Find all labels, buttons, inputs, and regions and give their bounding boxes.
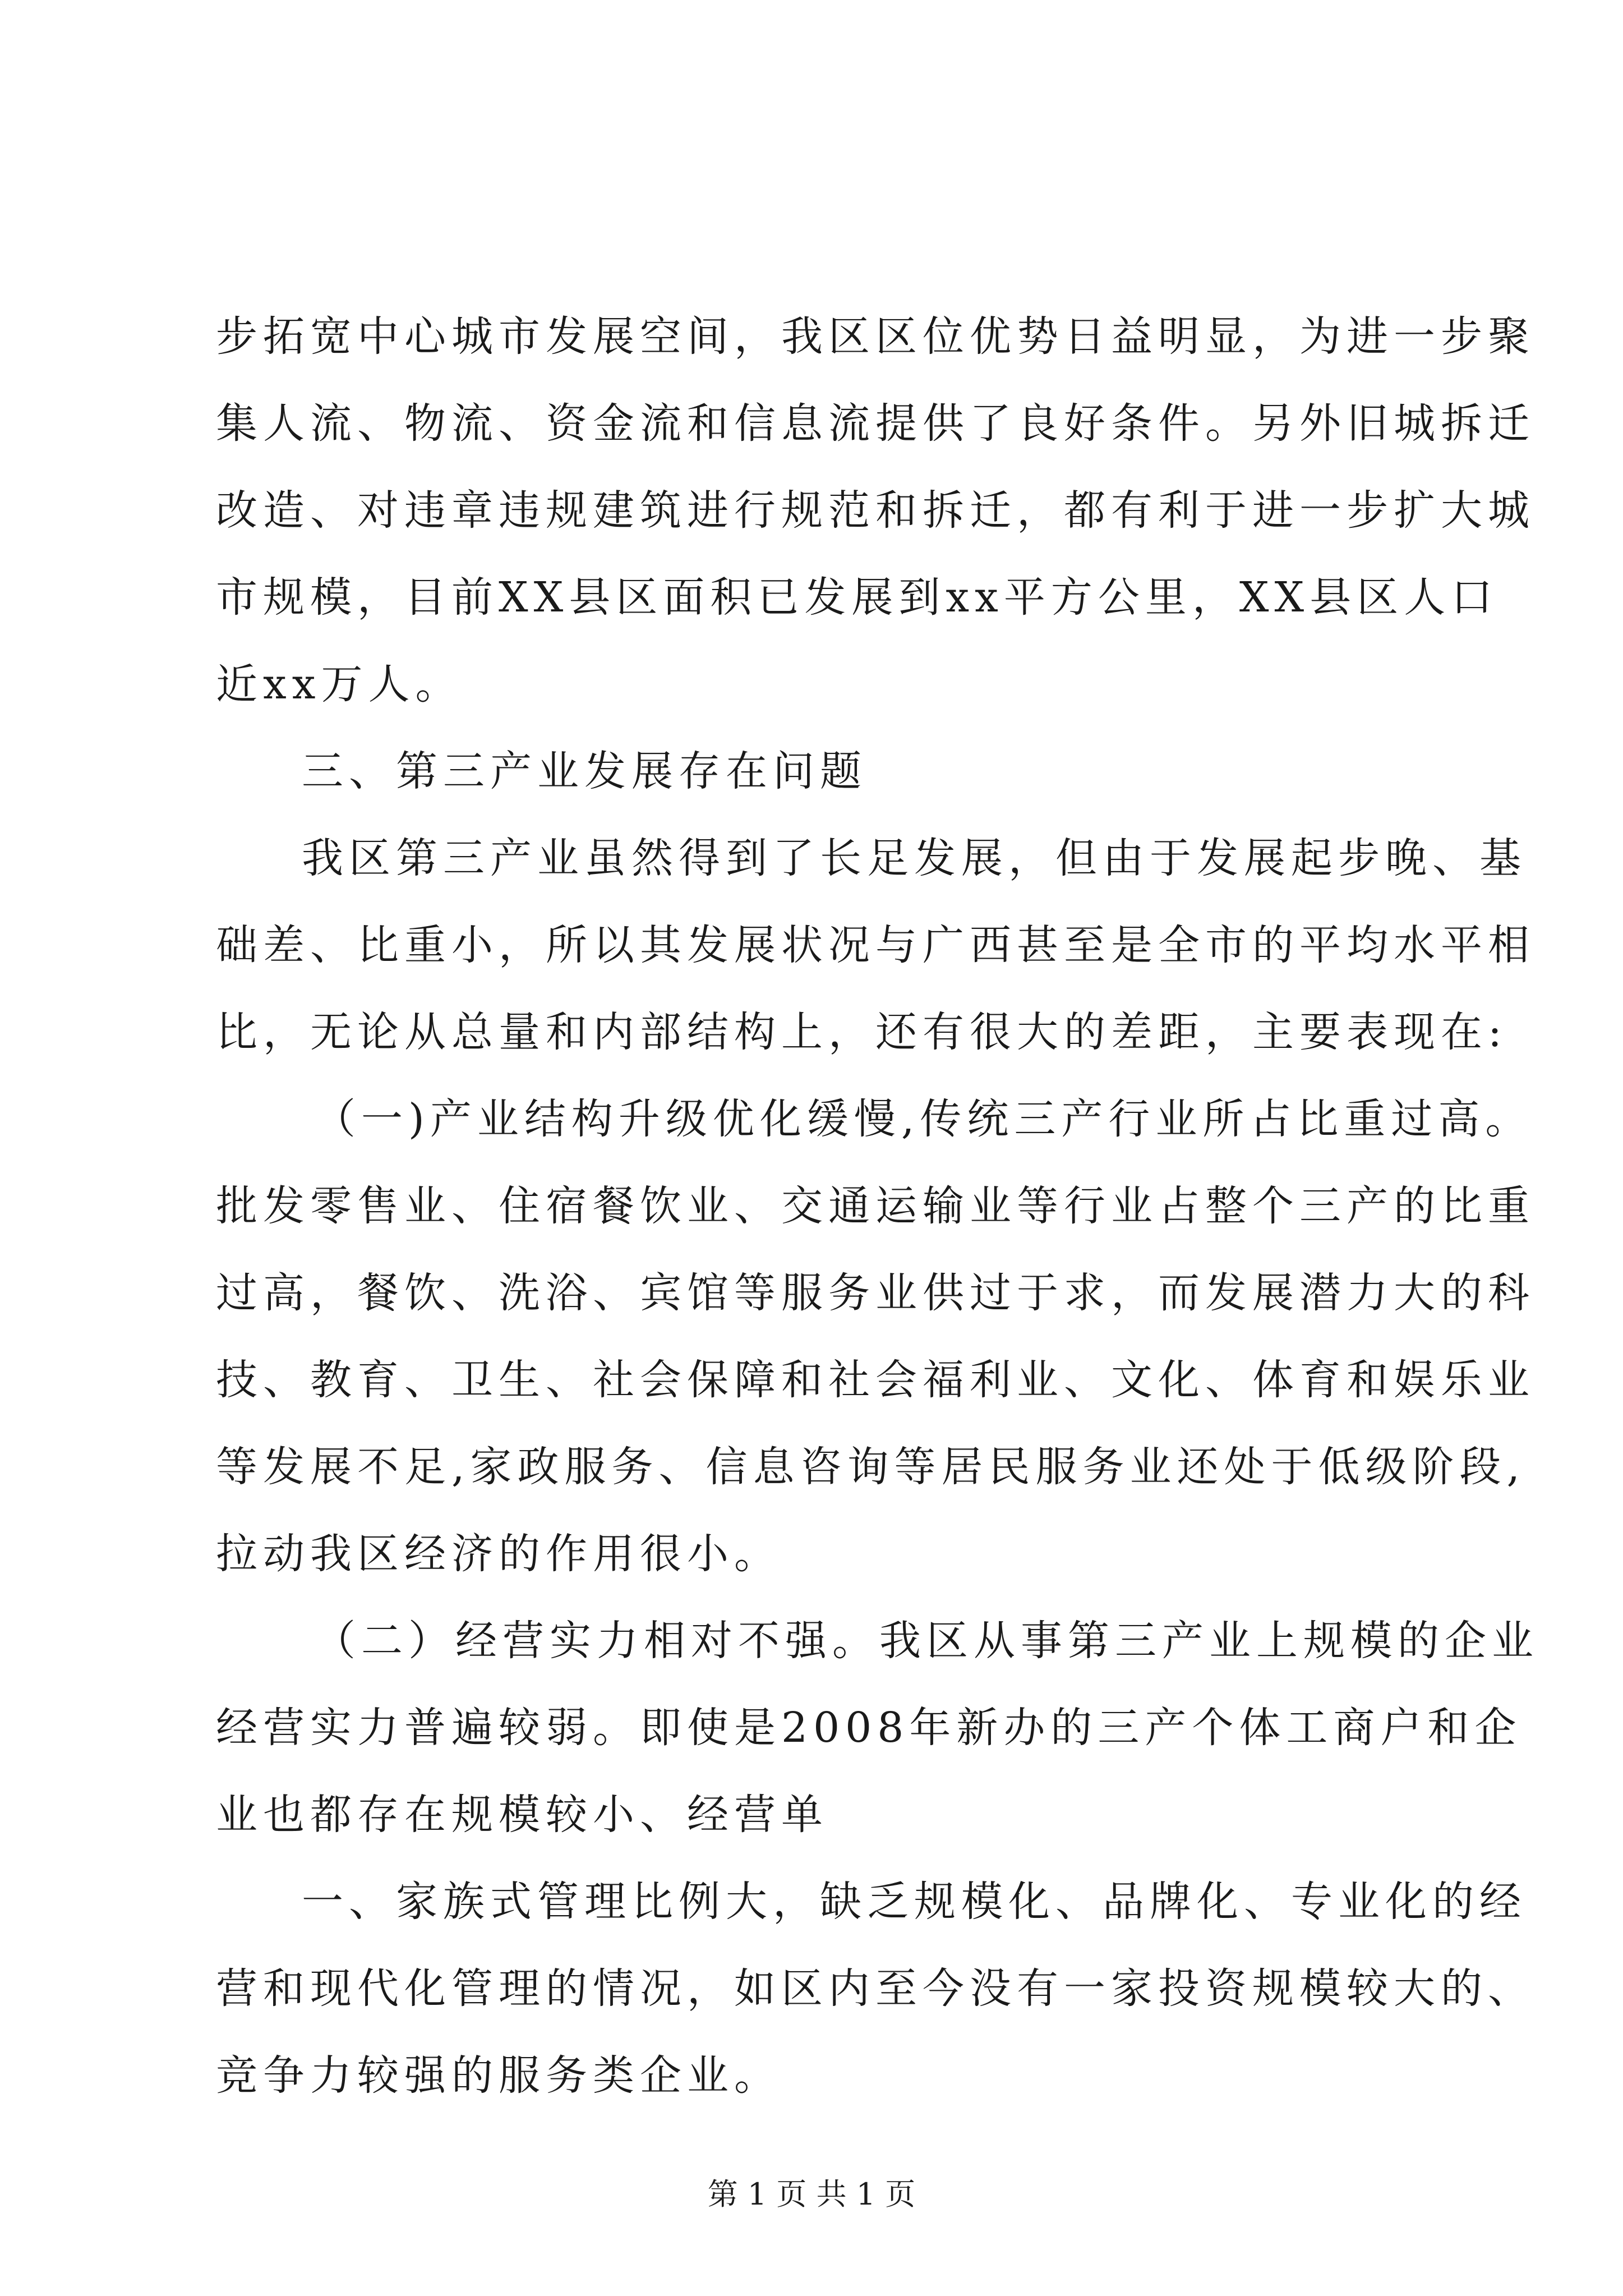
body-text-line: 集人流、物流、资金流和信息流提供了良好条件。另外旧城拆迁 — [216, 399, 1535, 448]
body-text-line: 过高，餐饮、洗浴、宾馆等服务业供过于求，而发展潜力大的科 — [216, 1269, 1535, 1317]
subsection-heading: （二）经营实力相对不强。我区从事第三产业上规模的企业 — [314, 1617, 1539, 1665]
body-text-line: 营和现代化管理的情况，如区内至今没有一家投资规模较大的、 — [216, 1964, 1535, 2013]
page-number-footer: 第 1 页 共 1 页 — [707, 2177, 916, 2212]
body-text-line: 改造、对违章违规建筑进行规范和拆迁，都有利于进一步扩大城 — [216, 486, 1535, 535]
body-text-line: 业也都存在规模较小、经营单 — [216, 1791, 828, 1839]
body-text-line: 批发零售业、住宿餐饮业、交通运输业等行业占整个三产的比重 — [216, 1182, 1535, 1230]
body-text-line: 竞争力较强的服务类企业。 — [216, 2051, 781, 2100]
body-text-line: 础差、比重小，所以其发展状况与广西甚至是全市的平均水平相 — [216, 921, 1535, 969]
body-text-line: 经营实力普遍较弱。即使是2008年新办的三产个体工商户和企 — [216, 1704, 1522, 1752]
body-text-line: 步拓宽中心城市发展空间，我区区位优势日益明显，为进一步聚 — [216, 312, 1535, 361]
section-heading: 三、第三产业发展存在问题 — [302, 747, 867, 795]
body-text-line: 技、教育、卫生、社会保障和社会福利业、文化、体育和娱乐业 — [216, 1356, 1535, 1404]
subsection-heading: （一)产业结构升级优化缓慢,传统三产行业所占比重过高。 — [314, 1095, 1533, 1143]
body-text-line: 我区第三产业虽然得到了长足发展，但由于发展起步晚、基 — [302, 834, 1527, 882]
body-text-line: 市规模，目前XX县区面积已发展到xx平方公里，XX县区人口 — [216, 573, 1498, 622]
body-text-line: 等发展不足,家政服务、信息咨询等居民服务业还处于低级阶段, — [216, 1443, 1526, 1491]
body-text-line: 近xx万人。 — [216, 660, 463, 708]
body-text-line: 一、家族式管理比例大，缺乏规模化、品牌化、专业化的经 — [302, 1878, 1527, 1926]
body-text-line: 拉动我区经济的作用很小。 — [216, 1530, 781, 1578]
body-text-line: 比，无论从总量和内部结构上，还有很大的差距，主要表现在: — [216, 1008, 1507, 1056]
